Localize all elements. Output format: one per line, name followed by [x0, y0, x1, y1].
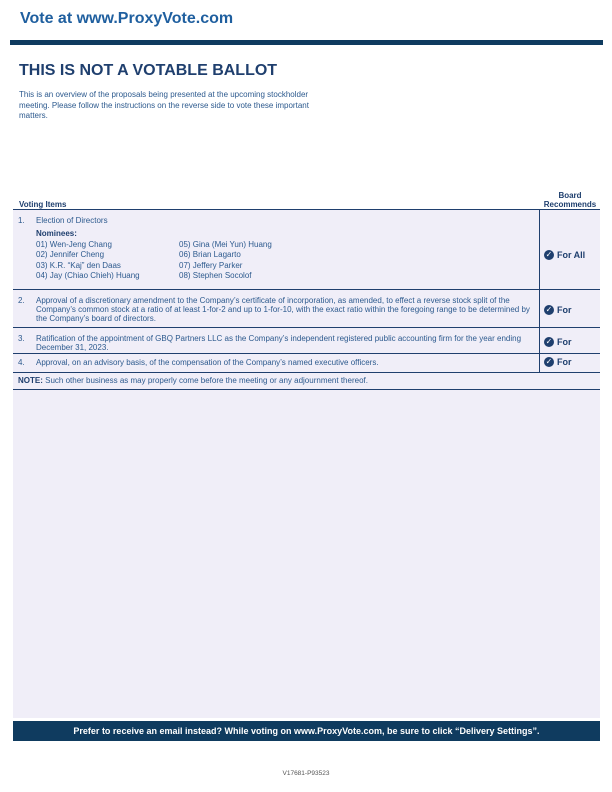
recommendation-label: For All	[557, 249, 586, 260]
item-text: Approval of a discretionary amendment to the Company’s certificate of incorporation, as amended, to effect a reverse stock split of the Company’s common stock at a ratio of at least 1-for-2 and up to 1-for-10, with the exact ratio within the foregoing range to be determined by the Company’s board of directors.	[36, 296, 530, 323]
email-delivery-banner: Prefer to receive an email instead? While voting on www.ProxyVote.com, be sure to click “Delivery Settings”.	[13, 721, 600, 741]
nominee: 06) Brian Lagarto	[179, 250, 241, 260]
voting-item-row	[13, 290, 600, 328]
item-number: 4.	[18, 358, 25, 367]
item-text: Ratification of the appointment of GBQ Partners LLC as the Company’s independent registered public accounting firm for the year ending December 31, 2023.	[36, 334, 522, 352]
check-circle-icon: ✓	[545, 305, 553, 314]
board-recommendation	[544, 250, 585, 260]
header-rule	[10, 40, 603, 45]
nominee: 04) Jay (Chiao Chieh) Huang	[36, 270, 140, 280]
nominees-label: Nominees:	[36, 229, 77, 238]
nominee: 03) K.R. “Kaj” den Daas	[36, 260, 121, 270]
intro-text: This is an overview of the proposals being presented at the upcoming stockholder meeting. Please follow the instructions on the reverse side to vote these important matters.	[19, 90, 309, 120]
nominees-column-1	[36, 240, 140, 281]
note-body: Such other business as may properly come before the meeting or any adjournment thereof.	[42, 376, 368, 385]
recommendation-label: For	[557, 336, 572, 347]
recommendation-label: For	[557, 304, 572, 315]
board-recommends-header: Board Recommends	[543, 191, 597, 209]
voting-item-row	[13, 354, 600, 373]
nominee: 05) Gina (Mei Yun) Huang	[179, 240, 272, 249]
nominee: 07) Jeffery Parker	[179, 260, 243, 270]
page-heading: THIS IS NOT A VOTABLE BALLOT	[19, 62, 278, 79]
voting-items-header: Voting Items	[19, 200, 67, 209]
board-recommendation	[544, 357, 572, 367]
item-number: 2.	[18, 296, 25, 305]
check-circle-icon: ✓	[545, 337, 553, 346]
nominee: 08) Stephen Socolof	[179, 270, 252, 280]
check-circle-icon: ✓	[545, 250, 553, 259]
note-label: NOTE:	[18, 376, 43, 385]
note-row	[13, 373, 600, 390]
nominees-column-2	[179, 240, 272, 281]
proxyvote-title: Vote at www.ProxyVote.com	[20, 10, 234, 27]
item-text: Election of Directors	[36, 216, 108, 225]
item-number: 1.	[18, 216, 25, 225]
nominee: 02) Jennifer Cheng	[36, 250, 105, 260]
item-text: Approval, on an advisory basis, of the compensation of the Company’s named executive officers.	[36, 358, 379, 367]
voting-item-row	[13, 328, 600, 354]
item-number: 3.	[18, 334, 25, 343]
recommendation-label: For	[557, 356, 572, 367]
nominee: 01) Wen-Jeng Chang	[36, 240, 112, 249]
board-recommendation	[544, 337, 572, 347]
voting-item-row	[13, 210, 600, 290]
board-recommendation	[544, 305, 572, 315]
document-code: V17681-P93523	[282, 770, 330, 777]
check-circle-icon: ✓	[545, 357, 553, 366]
